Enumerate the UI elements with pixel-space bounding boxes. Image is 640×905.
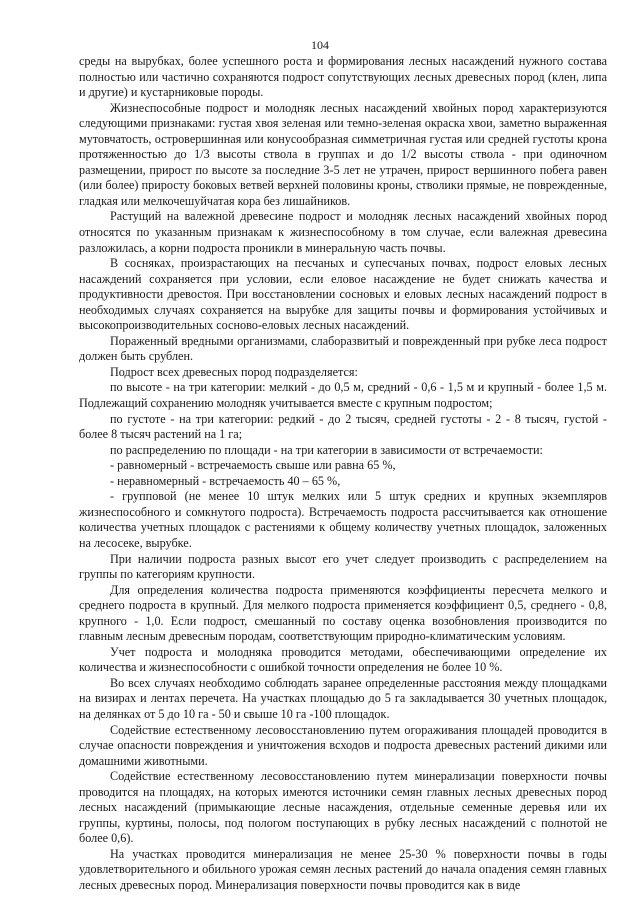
paragraph: Жизнеспособные подрост и молодняк лесных насаждений хвойных пород характеризуются следующими признаками: густая хвоя зеленая или темно-зеленая окраска хвои, заметно выраженная мутовчатость, островершинная или конусообразная симметричная густая или средней густоты крона протяженностью до 1/3 высоты ствола в группах и до 1/2 высоты ствола - при одиночном размещении, прирост по высоте за последние 3-5 лет не утрачен, прирост вершинного побега равен (или более) приросту боковых ветвей верхней половины кроны, стволики прямые, не поврежденные, гладкая или мелкочешуйчатая кора без лишайников. [79,100,607,208]
page-number: 104 [311,38,329,52]
list-item: - неравномерный - встречаемость 40 – 65 %, [110,473,341,488]
list-item: - равномерный - встречаемость свыше или равна 65 %, [110,458,396,473]
paragraph: В сосняках, произрастающих на песчаных и супесчаных почвах, подрост еловых лесных насаждений сохраняется при условии, если еловое насаждение не будет снижать качества и продуктивности древостоя. При восстановлении сосновых и еловых лесных насаждений подрост в необходимых случаях сохраняется на вырубке для защиты почвы и формирования устойчивых и высокопроизводительных сосново-еловых лесных насаждений. [79,256,607,333]
paragraph: Содействие естественному лесовосстановлению путем огораживания площадей проводится в случае опасности повреждения и уничтожения всходов и подроста древесных растений дикими или домашними животными. [79,722,607,768]
document-body [79,54,607,894]
paragraph: Для определения количества подроста применяются коэффициенты пересчета мелкого и среднего подроста в крупный. Для мелкого подроста применяется коэффициент 0,5, среднего - 0,8, крупного - 1,0. Если подрост, смешанный по составу оценка возобновления производится по главным лесным древесным породам, соответствующим природно-климатическим условиям. [79,582,607,644]
paragraph: Во всех случаях необходимо соблюдать заранее определенные расстояния между площадками на визирах и лентах перечета. На участках площадью до 5 га закладывается 30 учетных площадок, на делянках от 5 до 10 га - 50 и свыше 10 га -100 площадок. [79,675,607,721]
paragraph: среды на вырубках, более успешного роста и формирования лесных насаждений нужного состава полностью или частично сохраняются подрост сопутствующих лесных древесных пород (клен, липа и другие) и кустарниковые породы. [79,54,607,100]
paragraph: Учет подроста и молодняка проводится методами, обеспечивающими определение их количества и жизнеспособности с ошибкой точности определения не более 10 %. [79,644,607,675]
paragraph: Содействие естественному лесовосстановлению путем минерализации поверхности почвы проводится на площадях, на которых имеются источники семян главных лесных древесных пород лесных насаждений (примыкающие лесные насаждения, отдельные семенные деревья или их группы, куртины, полосы, под пологом поступающих в рубку лесных насаждений с полнотой не более 0,6). [79,769,607,846]
list-item: - групповой (не менее 10 штук мелких или 5 штук средних и крупных экземпляров жизнеспособного и сомкнутого подроста). Встречаемость подроста рассчитывается как отношение количества учетных площадок с растениями к общему количеству учетных площадок, заложенных на лесосеке, вырубке. [79,489,607,550]
list-item: по распределению по площади - на три категории в зависимости от встречаемости: [110,442,543,457]
list-item: по густоте - на три категории: редкий - до 2 тысяч, средней густоты - 2 - 8 тысяч, густой - более 8 тысяч растений на 1 га; [79,411,607,442]
paragraph: При наличии подроста разных высот его учет следует производить с распределением на группы по категориям крупности. [79,551,607,582]
list-item: по высоте - на три категории: мелкий - до 0,5 м, средний - 0,6 - 1,5 м и крупный - более 1,5 м. Подлежащий сохранению молодняк учитывается вместе с крупным подростом; [79,380,607,411]
paragraph: На участках проводится минерализация не менее 25-30 % поверхности почвы в годы удовлетворительного и обильного урожая семян лесных растений до начала опадения семян главных лесных древесных пород. Минерализация поверхности почвы проводится как в виде [79,846,607,892]
paragraph: Подрост всех древесных пород подразделяется: [110,364,358,379]
paragraph: Пораженный вредными организмами, слаборазвитый и поврежденный при рубке леса подрост должен быть срублен. [79,333,607,364]
paragraph: Растущий на валежной древесине подрост и молодняк лесных насаждений хвойных пород относятся по указанным признакам к жизнеспособному в том случае, если валежная древесина разложилась, а корни подроста проникли в минеральную часть почвы. [79,209,607,255]
